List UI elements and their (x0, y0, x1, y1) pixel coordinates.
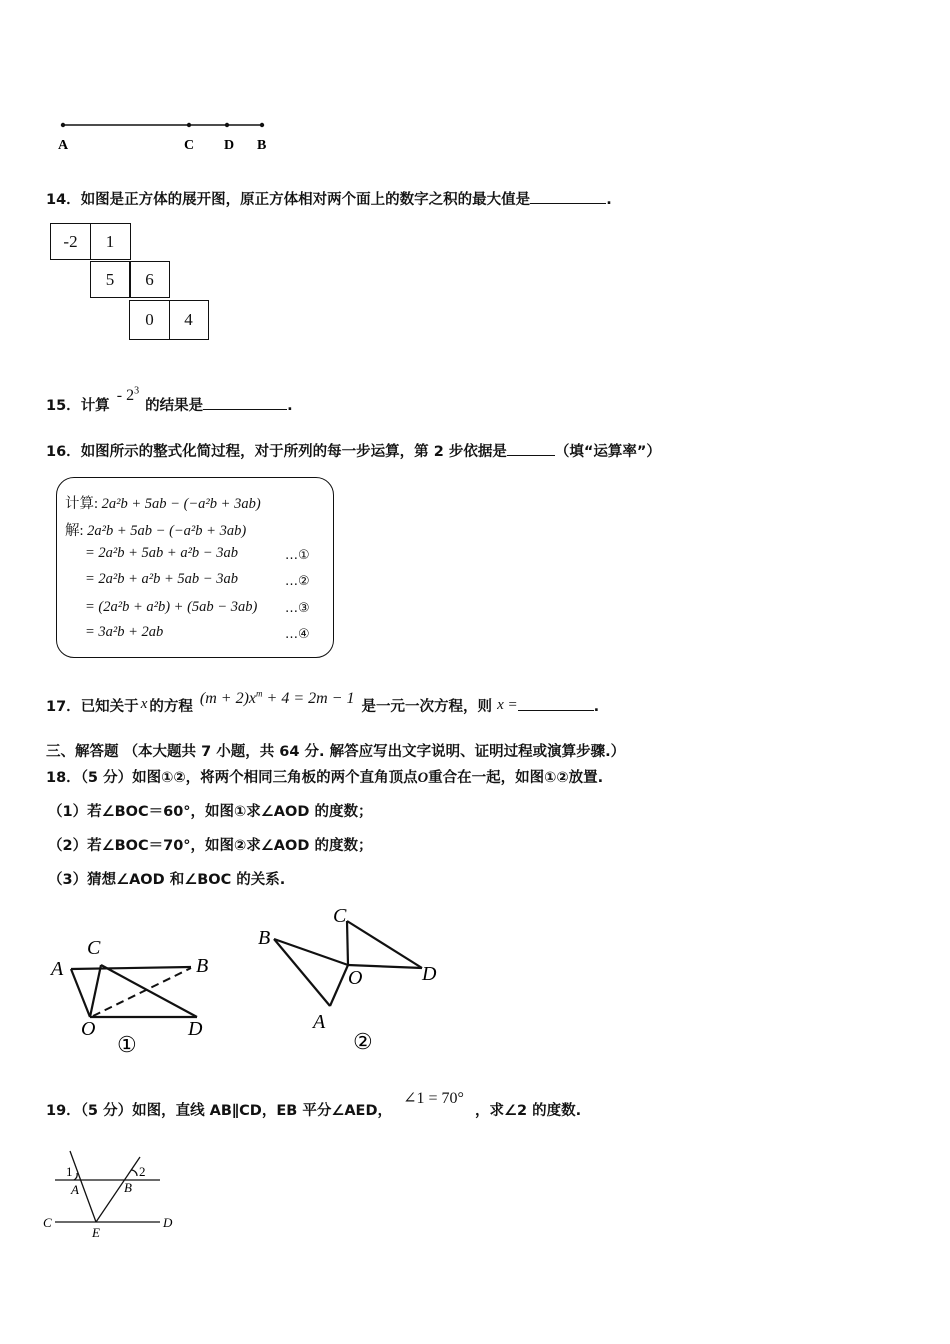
q17-eq-exp: m (256, 688, 263, 699)
calc-mark-3: …③ (285, 601, 310, 616)
q17-equation (200, 690, 355, 707)
net-cell: 4 (169, 300, 209, 340)
calc-expr: = (2a²b + a²b) + (5ab − 3ab) (85, 599, 258, 615)
calc-mark-2: …② (285, 574, 310, 589)
fig2-line-co (347, 921, 348, 965)
segment-figure (50, 112, 280, 157)
question-19 (46, 1090, 582, 1120)
label-a: A (58, 138, 69, 153)
q17-var: x (140, 696, 148, 712)
calc-expr: 2a²b + 5ab − (−a²b + 3ab) (87, 523, 247, 539)
fig2-label-o: O (348, 967, 363, 989)
q18-sub-1: （1）若∠BOC＝60°，如图①求∠AOD 的度数； (48, 804, 373, 820)
q17-post: 是一元一次方程，则 (361, 699, 493, 715)
q15-pre: 计算 (80, 398, 110, 414)
q18-point: O (417, 770, 429, 786)
q19-given: ∠1 = 70° (403, 1090, 464, 1107)
q18-number: 18． (46, 770, 81, 786)
section-3-title: 三、解答题 (46, 744, 119, 760)
fig2-label-c: C (333, 905, 347, 927)
q17-eq-main: (m + 2)x (199, 690, 257, 707)
calc-expr: = 3a²b + 2ab (85, 624, 164, 640)
fig2-line-ao (330, 965, 348, 1006)
fig1-caption: ① (117, 1032, 137, 1057)
fig2-label-b: B (258, 927, 271, 949)
calc-line-1 (65, 492, 261, 513)
q14-number: 14． (46, 192, 81, 208)
q17-eq-rest: + 4 = 2m − 1 (262, 690, 355, 707)
fig2-caption: ② (353, 1029, 373, 1054)
calc-expr: = 2a²b + 5ab + a²b − 3ab (85, 545, 238, 561)
q17-end: . (593, 699, 600, 715)
net-cell: 6 (129, 261, 170, 298)
point-b (260, 123, 264, 127)
point-c (187, 123, 191, 127)
fig19-angle-1-arc (74, 1173, 77, 1180)
label-b: B (257, 138, 267, 153)
q15-minus: - (116, 387, 123, 404)
calc-line-3 (85, 545, 238, 562)
q16-text: 如图所示的整式化简过程，对于所列的每一步运算，第 2 步依据是 (80, 444, 507, 460)
q16-number: 16． (46, 444, 81, 460)
net-cell: 5 (90, 261, 131, 298)
net-cell: -2 (50, 223, 91, 260)
calc-prefix: 计算: (65, 496, 99, 512)
fig19-label-c: C (43, 1215, 52, 1230)
label-c: C (184, 138, 195, 153)
q15-exp: 3 (134, 385, 140, 397)
q18-text2: 重合在一起，如图①②放置. (428, 770, 604, 786)
q18-text: （5 分）如图①②，将两个相同三角板的两个直角顶点 (80, 770, 418, 786)
calc-prefix: 解: (65, 523, 84, 539)
calc-expr: 2a²b + 5ab − (−a²b + 3ab) (101, 496, 261, 512)
fig2-line-cd (347, 921, 422, 968)
fig19-label-b: B (124, 1180, 132, 1195)
q18-figure-1 (45, 935, 225, 1060)
q19-text: （5 分）如图，直线 AB∥CD，EB 平分∠AED， (80, 1103, 392, 1119)
calc-line-6 (85, 624, 163, 641)
calc-mark-1: …① (285, 548, 310, 563)
q17-mid: 的方程 (149, 699, 193, 715)
section-3-note: （本大题共 7 小题，共 64 分. 解答应写出文字说明、证明过程或演算步骤.） (123, 744, 626, 760)
fig19-angle-2-arc (131, 1170, 137, 1176)
q18-sub-3: （3）猜想∠AOD 和∠BOC 的关系. (48, 872, 286, 888)
q15-number: 15． (46, 398, 81, 414)
question-18 (46, 766, 603, 787)
calc-line-2 (65, 519, 246, 540)
point-a (61, 123, 65, 127)
question-15 (46, 385, 293, 415)
q14-text: 如图是正方体的展开图，原正方体相对两个面上的数字之积的最大值是 (80, 192, 531, 208)
net-cell: 1 (90, 223, 131, 260)
q18-sub-2: （2）若∠BOC＝70°，如图②求∠AOD 的度数； (48, 838, 373, 854)
fig19-label-1: 1 (66, 1164, 73, 1179)
q18-figure-2 (250, 898, 450, 1058)
fig1-line-ab (71, 967, 191, 969)
calc-line-5 (85, 599, 257, 616)
q16-hint: （填“运算率”） (554, 444, 661, 460)
q19-post: ，求∠2 的度数. (474, 1103, 582, 1119)
point-d (225, 123, 229, 127)
label-d: D (224, 138, 235, 153)
simplification-box (56, 477, 334, 658)
fig1-label-b: B (196, 955, 209, 977)
question-14 (46, 188, 612, 209)
fig1-line-ob-dashed (93, 968, 191, 1016)
fig19-line-eb (96, 1157, 140, 1222)
q19-figure (40, 1145, 200, 1245)
q19-number: 19． (46, 1103, 81, 1119)
fig2-label-a: A (313, 1011, 326, 1033)
q17-answer-var: x = (497, 697, 518, 713)
fig1-line-ao (71, 969, 90, 1017)
q15-base: 2 (126, 387, 135, 404)
fig1-label-a: A (51, 958, 64, 980)
fig1-label-d: D (188, 1018, 203, 1040)
fig1-label-o: O (81, 1018, 96, 1040)
question-17 (46, 688, 600, 716)
q15-answer-blank[interactable] (203, 395, 287, 410)
fig1-label-c: C (87, 937, 101, 959)
q17-pre: 已知关于 (80, 699, 139, 715)
calc-line-4 (85, 571, 238, 588)
fig2-label-d: D (422, 963, 437, 985)
q15-end: . (287, 398, 293, 414)
q15-post: 的结果是 (145, 398, 204, 414)
q17-number: 17． (46, 699, 81, 715)
fig19-label-d: D (163, 1215, 173, 1230)
q14-end: . (606, 192, 612, 208)
question-16 (46, 440, 661, 461)
q15-expression (117, 387, 143, 404)
q17-answer-blank[interactable] (518, 696, 594, 711)
calc-mark-4: …④ (285, 627, 310, 642)
net-cell: 0 (129, 300, 170, 340)
section-3-heading (46, 740, 625, 761)
fig19-label-e: E (92, 1225, 100, 1240)
q14-answer-blank[interactable] (530, 189, 606, 204)
calc-expr: = 2a²b + a²b + 5ab − 3ab (85, 571, 238, 587)
fig19-label-2: 2 (139, 1164, 146, 1179)
fig1-line-co (90, 965, 101, 1017)
fig19-label-a: A (71, 1182, 79, 1197)
fig1-line-cd (101, 965, 197, 1017)
q16-answer-blank[interactable] (507, 441, 555, 456)
